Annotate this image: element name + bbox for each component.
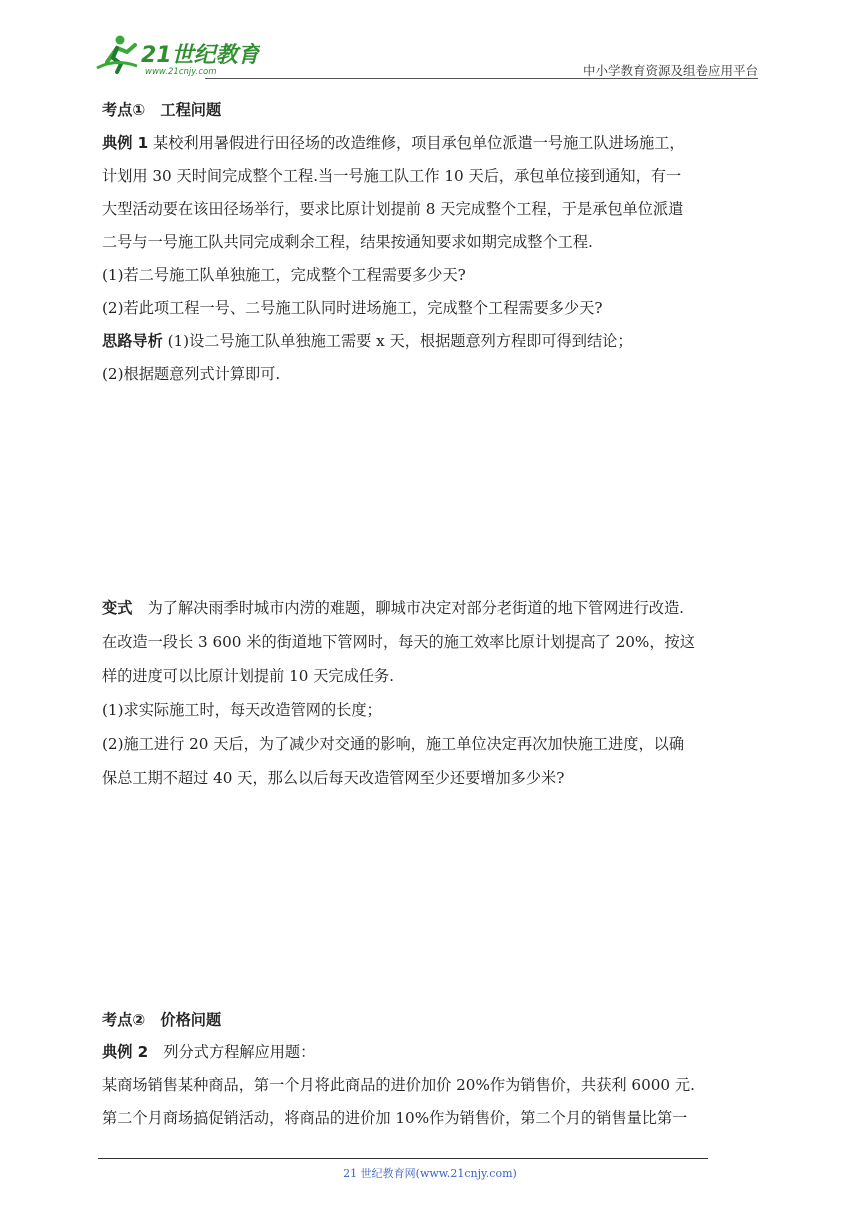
platform-name: 中小学教育资源及组卷应用平台 (582, 63, 758, 78)
variant-label: 变式 (102, 599, 133, 617)
variant-question-2b: 保总工期不超过 40 天，那么以后每天改造管网至少还要增加多少米? (102, 769, 565, 787)
section1-title: 考点① 工程问题 (102, 101, 222, 119)
example1-line-3: 大型活动要在该田径场举行，要求比原计划提前 8 天完成整个工程，于是承包单位派遣 (102, 200, 684, 218)
example1-question-1: (1)若二号施工队单独施工，完成整个工程需要多少天? (102, 266, 466, 284)
site-logo (95, 32, 260, 76)
hint-line-2: (2)根据题意列式计算即可. (102, 365, 281, 383)
section2-title: 考点② 价格问题 (102, 1011, 222, 1029)
example2-intro: 典例 2 列分式方程解应用题： (102, 1043, 316, 1061)
variant-question-2a: (2)施工进行 20 天后，为了减少对交通的影响，施工单位决定再次加快施工进度，以确 (102, 735, 685, 753)
example1-label: 典例 1 (102, 134, 149, 152)
variant-line-3: 样的进度可以比原计划提前 10 天完成任务. (102, 667, 394, 685)
hint-line-1: 思路导析 (1)设二号施工队单独施工需要 x 天，根据题意列方程即可得到结论； (102, 332, 633, 350)
example2-line-2: 第二个月商场搞促销活动，将商品的进价加 10%作为销售价，第二个月的销售量比第一 (102, 1109, 688, 1127)
example1-line-4: 二号与一号施工队共同完成剩余工程，结果按通知要求如期完成整个工程. (102, 233, 593, 251)
header-divider (205, 78, 758, 79)
footer-text[interactable]: 21 世纪教育网(www.21cnjy.com) (343, 1167, 517, 1180)
example1-line-2: 计划用 30 天时间完成整个工程.当一号施工队工作 10 天后，承包单位接到通知，有一 (102, 167, 682, 185)
example1-line-1: 典例 1 某校利用暑假进行田径场的改造维修，项目承包单位派遣一号施工队进场施工， (102, 134, 685, 152)
example1-question-2: (2)若此项工程一号、二号施工队同时进场施工，完成整个工程需要多少天? (102, 299, 603, 317)
example2-line-1: 某商场销售某种商品，第一个月将此商品的进价加价 20%作为销售价，共获利 6000 元. (102, 1076, 695, 1094)
page-header (95, 28, 758, 78)
svg-text:21世纪教育: 21世纪教育 (141, 43, 260, 68)
hint-label: 思路导析 (102, 332, 163, 350)
example2-label: 典例 2 (102, 1043, 149, 1061)
footer-divider (98, 1158, 708, 1159)
variant-line-1: 变式 为了解决雨季时城市内涝的难题，聊城市决定对部分老街道的地下管网进行改造. (102, 599, 684, 617)
variant-line-2: 在改造一段长 3 600 米的街道地下管网时，每天的施工效率比原计划提高了 20%，按这 (102, 633, 695, 651)
variant-question-1: (1)求实际施工时，每天改造管网的长度； (102, 701, 382, 719)
svg-text:www.21cnjy.com: www.21cnjy.com (145, 67, 217, 76)
